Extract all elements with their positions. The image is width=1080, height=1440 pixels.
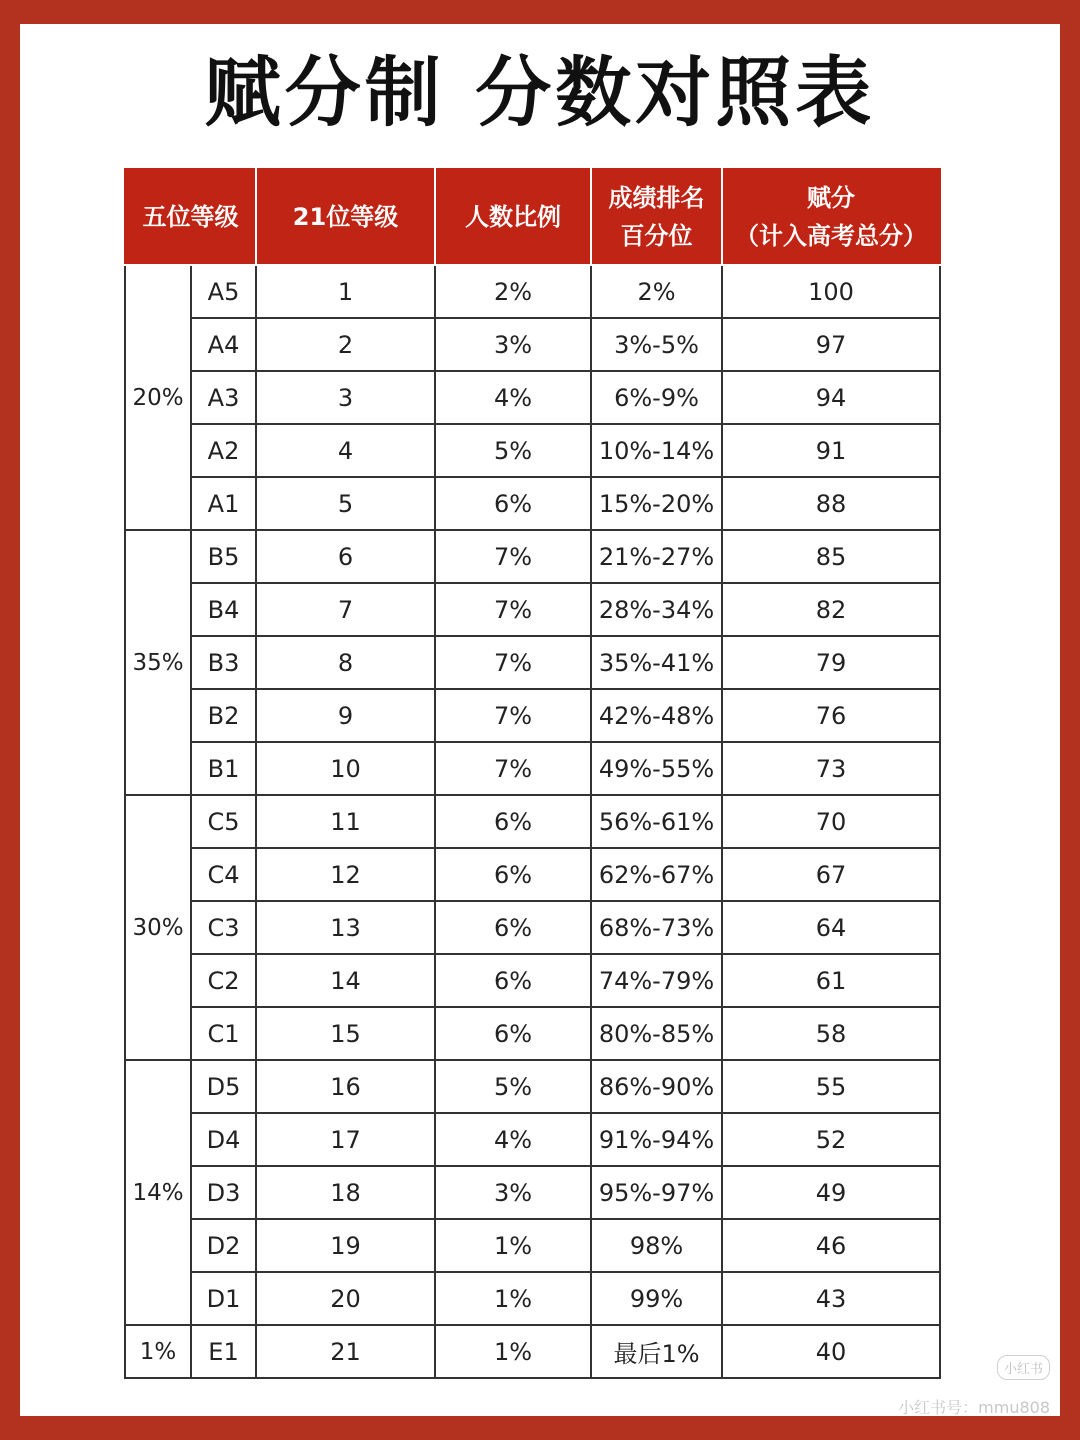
table-row — [125, 1060, 940, 1113]
table-cell: 88 — [722, 477, 940, 530]
table-row — [125, 1007, 940, 1060]
table-row — [125, 901, 940, 954]
table-cell: 21%-27% — [591, 530, 722, 583]
table-cell: 86%-90% — [591, 1060, 722, 1113]
table-cell: 1 — [256, 265, 435, 318]
table-cell: 35%-41% — [591, 636, 722, 689]
table-cell: 58 — [722, 1007, 940, 1060]
header-cell: 21位等级 — [256, 169, 435, 265]
table-cell: B4 — [191, 583, 256, 636]
group-cell: 14% — [125, 1060, 191, 1325]
table-cell: 70 — [722, 795, 940, 848]
table-cell: 85 — [722, 530, 940, 583]
table-cell: 9 — [256, 689, 435, 742]
table-cell: 8 — [256, 636, 435, 689]
table-cell: 6% — [435, 901, 591, 954]
table-cell: 7% — [435, 636, 591, 689]
table-cell: 3% — [435, 318, 591, 371]
table-cell: 4 — [256, 424, 435, 477]
table-cell: 55 — [722, 1060, 940, 1113]
table-cell: 99% — [591, 1272, 722, 1325]
table-row — [125, 689, 940, 742]
table-cell: A4 — [191, 318, 256, 371]
table-cell: 1% — [435, 1272, 591, 1325]
score-table — [124, 168, 941, 1379]
table-cell: B5 — [191, 530, 256, 583]
table-cell: 最后1% — [591, 1325, 722, 1378]
table-cell: A2 — [191, 424, 256, 477]
table-cell: 43 — [722, 1272, 940, 1325]
table-cell: C5 — [191, 795, 256, 848]
table-cell: 42%-48% — [591, 689, 722, 742]
watermark: 小红书号：mmu808 — [898, 1398, 1050, 1417]
table-cell: 52 — [722, 1113, 940, 1166]
table-row — [125, 583, 940, 636]
table-row — [125, 1272, 940, 1325]
table-cell: 64 — [722, 901, 940, 954]
table-cell: D5 — [191, 1060, 256, 1113]
table-body — [125, 265, 940, 1378]
table-cell: 1% — [435, 1219, 591, 1272]
group-cell: 35% — [125, 530, 191, 795]
table-cell: 4% — [435, 371, 591, 424]
table-cell: 6% — [435, 795, 591, 848]
table-cell: 61 — [722, 954, 940, 1007]
table-cell: 6% — [435, 477, 591, 530]
watermark-badge: 小红书 — [997, 1355, 1050, 1380]
table-cell: 20 — [256, 1272, 435, 1325]
table-cell: C1 — [191, 1007, 256, 1060]
header-cell: 成绩排名 百分位 — [591, 169, 722, 265]
table-cell: 7 — [256, 583, 435, 636]
table-cell: D1 — [191, 1272, 256, 1325]
table-row — [125, 848, 940, 901]
table-cell: C2 — [191, 954, 256, 1007]
table-row — [125, 1325, 940, 1378]
table-cell: 74%-79% — [591, 954, 722, 1007]
header-cell: 五位等级 — [125, 169, 256, 265]
table-cell: 67 — [722, 848, 940, 901]
table-row — [125, 1166, 940, 1219]
table-cell: 79 — [722, 636, 940, 689]
table-cell: 2 — [256, 318, 435, 371]
table-cell: 7% — [435, 583, 591, 636]
table-cell: 56%-61% — [591, 795, 722, 848]
header-cell: 赋分 （计入高考总分） — [722, 169, 940, 265]
table-cell: 28%-34% — [591, 583, 722, 636]
table-cell: 91 — [722, 424, 940, 477]
table-row — [125, 477, 940, 530]
table-cell: 18 — [256, 1166, 435, 1219]
table-cell: 91%-94% — [591, 1113, 722, 1166]
group-cell: 20% — [125, 265, 191, 530]
table-row — [125, 371, 940, 424]
header-row — [125, 169, 940, 265]
table-cell: B3 — [191, 636, 256, 689]
table-cell: 49%-55% — [591, 742, 722, 795]
table-cell: A1 — [191, 477, 256, 530]
table-cell: D4 — [191, 1113, 256, 1166]
table-cell: 6 — [256, 530, 435, 583]
table-row — [125, 530, 940, 583]
table-cell: E1 — [191, 1325, 256, 1378]
table-cell: 12 — [256, 848, 435, 901]
table-cell: 2% — [435, 265, 591, 318]
table-cell: 5% — [435, 424, 591, 477]
table-cell: 6% — [435, 1007, 591, 1060]
table-cell: 6% — [435, 848, 591, 901]
table-cell: D2 — [191, 1219, 256, 1272]
table-cell: 7% — [435, 530, 591, 583]
table-cell: A5 — [191, 265, 256, 318]
table-cell: 15 — [256, 1007, 435, 1060]
table-cell: 13 — [256, 901, 435, 954]
table-cell: 49 — [722, 1166, 940, 1219]
table-row — [125, 1113, 940, 1166]
table-cell: A3 — [191, 371, 256, 424]
table-cell: 80%-85% — [591, 1007, 722, 1060]
table-cell: B1 — [191, 742, 256, 795]
table-cell: 68%-73% — [591, 901, 722, 954]
table-cell: 6% — [435, 954, 591, 1007]
table-cell: 98% — [591, 1219, 722, 1272]
table-cell: C3 — [191, 901, 256, 954]
table-cell: 95%-97% — [591, 1166, 722, 1219]
table-cell: 82 — [722, 583, 940, 636]
table-cell: 10 — [256, 742, 435, 795]
table-cell: 14 — [256, 954, 435, 1007]
table-cell: 7% — [435, 742, 591, 795]
table-cell: 76 — [722, 689, 940, 742]
table-cell: 11 — [256, 795, 435, 848]
table-cell: 1% — [435, 1325, 591, 1378]
table-row — [125, 424, 940, 477]
table-cell: 16 — [256, 1060, 435, 1113]
table-cell: 21 — [256, 1325, 435, 1378]
header-cell: 人数比例 — [435, 169, 591, 265]
page-title: 赋分制 分数对照表 — [204, 48, 876, 137]
table-cell: 15%-20% — [591, 477, 722, 530]
table-row — [125, 318, 940, 371]
table-row — [125, 742, 940, 795]
table-cell: 3% — [435, 1166, 591, 1219]
table-cell: 4% — [435, 1113, 591, 1166]
group-cell: 30% — [125, 795, 191, 1060]
table-cell: 40 — [722, 1325, 940, 1378]
table-cell: 10%-14% — [591, 424, 722, 477]
table-cell: 5 — [256, 477, 435, 530]
table-row — [125, 795, 940, 848]
table-row — [125, 954, 940, 1007]
table-cell: 46 — [722, 1219, 940, 1272]
table-cell: B2 — [191, 689, 256, 742]
table-cell: 3 — [256, 371, 435, 424]
table-cell: 6%-9% — [591, 371, 722, 424]
table-cell: 62%-67% — [591, 848, 722, 901]
table-cell: 17 — [256, 1113, 435, 1166]
table-cell: D3 — [191, 1166, 256, 1219]
table-cell: 94 — [722, 371, 940, 424]
table-cell: 3%-5% — [591, 318, 722, 371]
table-row — [125, 636, 940, 689]
table-cell: 100 — [722, 265, 940, 318]
table-cell: 2% — [591, 265, 722, 318]
table-cell: C4 — [191, 848, 256, 901]
table-cell: 73 — [722, 742, 940, 795]
group-cell: 1% — [125, 1325, 191, 1378]
table-cell: 7% — [435, 689, 591, 742]
table-row — [125, 1219, 940, 1272]
table-cell: 97 — [722, 318, 940, 371]
table-row — [125, 265, 940, 318]
table-cell: 19 — [256, 1219, 435, 1272]
table-cell: 5% — [435, 1060, 591, 1113]
